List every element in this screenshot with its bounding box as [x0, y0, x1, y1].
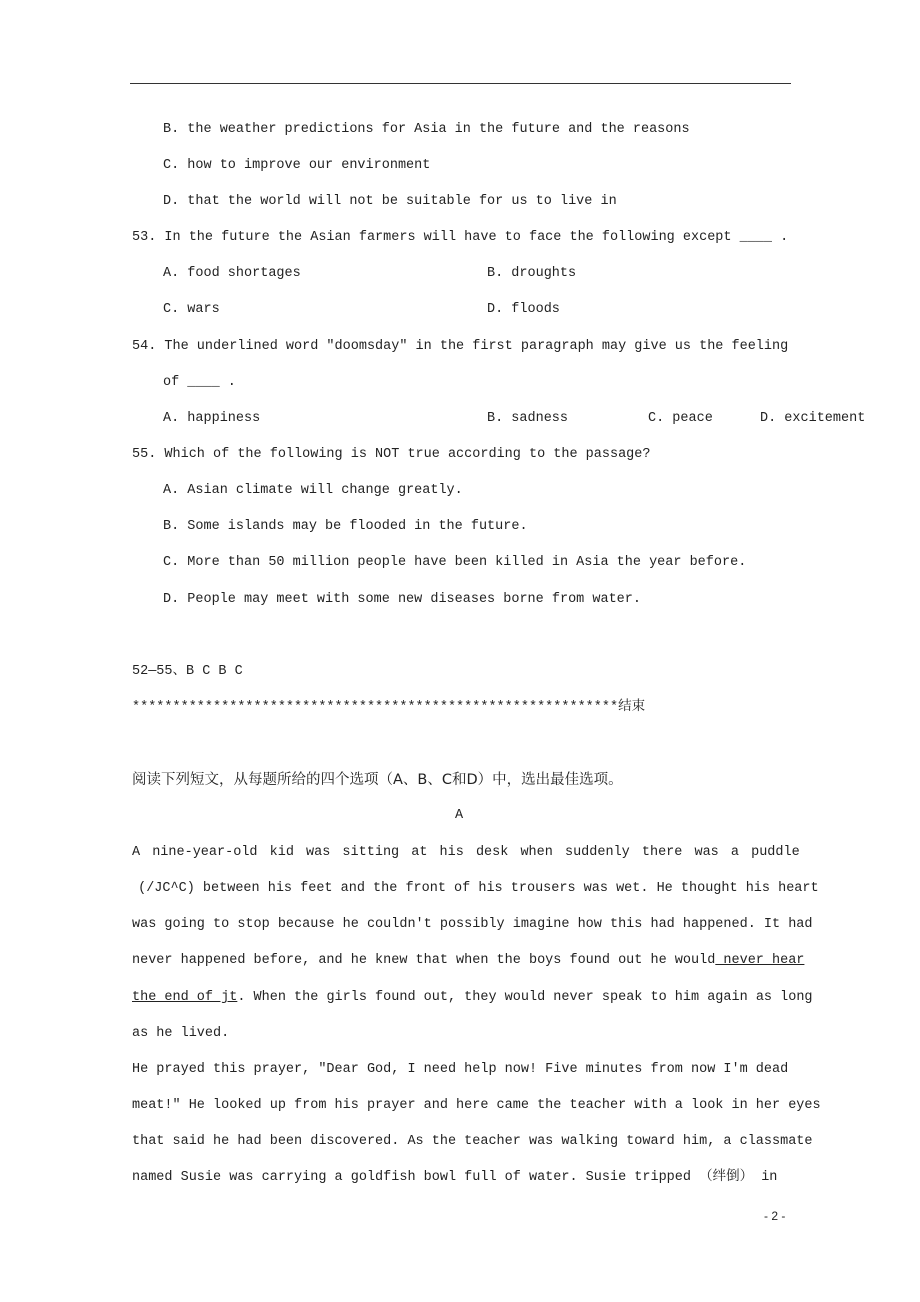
- page-number: - 2 -: [764, 1209, 786, 1223]
- passage-line: [132, 989, 813, 1007]
- q53-stem: 53. In the future the Asian farmers will have to face the following except ____ .: [132, 230, 789, 245]
- underlined-phrase: the end of jt: [132, 990, 238, 1005]
- q54-option-a: A. happiness: [163, 411, 261, 426]
- q52-option-c: C. how to improve our environment: [163, 158, 431, 173]
- passage-text: . When the girls found out, they would never speak to him again as long: [237, 990, 813, 1005]
- end-marker: ************************************************************结束: [132, 700, 646, 715]
- passage-line: (/JC^C) between his feet and the front of his trousers was wet. He thought his heart: [130, 881, 819, 896]
- q54-stem: 54. The underlined word "doomsday" in the first paragraph may give us the feeling: [132, 339, 789, 354]
- passage-line: [132, 952, 804, 970]
- passage-line: was going to stop because he couldn't possibly imagine how this had happened. It had: [132, 917, 813, 932]
- section-heading: A: [455, 808, 464, 823]
- passage-line: meat!" He looked up from his prayer and here came the teacher with a look in her eyes: [132, 1098, 821, 1113]
- q52-option-b: B. the weather predictions for Asia in the future and the reasons: [163, 122, 690, 137]
- q53-option-b: B. droughts: [487, 266, 577, 281]
- q52-option-d: D. that the world will not be suitable for us to live in: [163, 194, 617, 209]
- q53-option-c: C. wars: [163, 302, 220, 317]
- q55-option-c: C. More than 50 million people have been killed in Asia the year before.: [163, 555, 747, 570]
- q55-stem: 55. Which of the following is NOT true according to the passage?: [132, 447, 651, 462]
- q54-option-d: D. excitement: [760, 411, 866, 426]
- header-rule: [130, 83, 791, 84]
- answer-key: 52—55、B C B C: [132, 664, 243, 679]
- passage-line: named Susie was carrying a goldfish bowl full of water. Susie tripped （绊倒） in: [132, 1170, 778, 1185]
- q54-option-b: B. sadness: [487, 411, 569, 426]
- passage-line: that said he had been discovered. As the teacher was walking toward him, a classmate: [132, 1134, 813, 1149]
- q55-option-a: A. Asian climate will change greatly.: [163, 483, 463, 498]
- q53-option-d: D. floods: [487, 302, 560, 317]
- passage-line: as he lived.: [132, 1026, 230, 1041]
- q54-option-c: C. peace: [648, 411, 713, 426]
- q55-option-b: B. Some islands may be flooded in the future.: [163, 519, 528, 534]
- q55-option-d: D. People may meet with some new diseases borne from water.: [163, 592, 641, 607]
- underlined-phrase: never hear: [715, 953, 805, 968]
- passage-line: A nine-year-old kid was sitting at his desk when suddenly there was a puddle: [132, 845, 800, 860]
- passage-line: He prayed this prayer, "Dear God, I need help now! Five minutes from now I'm dead: [132, 1062, 789, 1077]
- passage-text: never happened before, and he knew that when the boys found out he would: [132, 953, 716, 968]
- instructions: 阅读下列短文，从每题所给的四个选项（A、B、C和D）中，选出最佳选项。: [132, 772, 623, 788]
- q53-option-a: A. food shortages: [163, 266, 301, 281]
- q54-stem-cont: of ____ .: [163, 375, 236, 390]
